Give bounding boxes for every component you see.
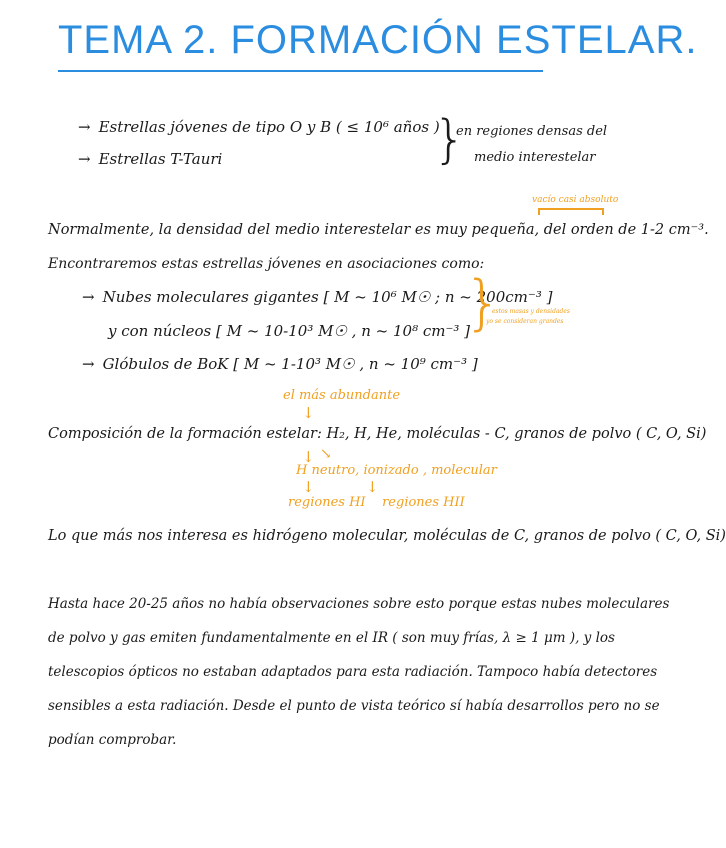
composition-annotation: el más abundante [283, 388, 401, 403]
density-line-1: Normalmente, la densidad del medio interestelar es muy pequeña, del orden de 1-2 cm⁻³. [48, 222, 709, 238]
annotation-bracket-right [602, 208, 604, 215]
arrow-right-icon: → [78, 118, 91, 136]
arrow-down-icon: ↓ [366, 478, 379, 496]
history-line-2: de polvo y gas emiten fundamentalmente en el IR ( son muy frías, λ ≥ 1 μm ), y los [48, 630, 615, 646]
arrow-right-icon: → [82, 288, 95, 306]
composition-regions: regiones HI regiones HII [288, 495, 465, 510]
page-title: TEMA 2. FORMACIÓN ESTELAR. [58, 18, 698, 62]
arrow-down-icon: ↓ [302, 404, 315, 422]
arrow-down-icon: ↓ [302, 478, 315, 496]
title-underline [58, 70, 543, 72]
association-brace-note-2: yo se consideran grandes [486, 318, 564, 325]
composition-line: Composición de la formación estelar: H₂, H, He, moléculas - C, granos de polvo ( C, O, Si) [48, 426, 707, 442]
intro-brace-note-2: medio interestelar [474, 150, 596, 165]
association-brace-note-1: estos masas y densidades [492, 308, 570, 315]
intro-item-1: → Estrellas jóvenes de tipo O y B ( ≤ 10⁶ años ) [78, 118, 440, 136]
arrow-down-icon: ↓ [302, 448, 315, 466]
arrow-right-icon: → [82, 355, 95, 373]
history-line-3: telescopios ópticos no estaban adaptados para esta radiación. Tampoco había detectores [48, 664, 658, 680]
association-item-1: → Nubes moleculares gigantes [ M ~ 10⁶ M☉ ; n ~ 200cm⁻³ ] [82, 288, 553, 306]
density-annotation: vacío casi absoluto [532, 195, 619, 205]
annotation-bracket [538, 208, 604, 210]
density-line-2: Encontraremos estas estrellas jóvenes en asociaciones como: [48, 256, 485, 272]
history-line-5: podían comprobar. [48, 732, 177, 748]
association-item-2: y con núcleos [ M ~ 10-10³ M☉ , n ~ 10⁸ cm⁻³ ] [108, 322, 471, 340]
association-item-3: → Glóbulos de BoK [ M ~ 1-10³ M☉ , n ~ 10⁹ cm⁻³ ] [82, 355, 478, 373]
intro-brace-note-1: en regiones densas del [456, 124, 608, 139]
intro-item-2: → Estrellas T-Tauri [78, 150, 223, 168]
right-brace-icon: } [433, 110, 467, 170]
history-line-4: sensibles a esta radiación. Desde el punto de vista teórico sí había desarrollos pero no se [48, 698, 660, 714]
arrow-right-icon: → [78, 150, 91, 168]
composition-h-states: H neutro, ionizado , molecular [296, 463, 497, 478]
interest-line: Lo que más nos interesa es hidrógeno molecular, moléculas de C, granos de polvo ( C, O, Si) [48, 528, 726, 544]
history-line-1: Hasta hace 20-25 años no había observaciones sobre esto porque estas nubes moleculares [48, 596, 670, 612]
right-brace-icon: } [464, 268, 503, 338]
arrow-curve-icon: ↘ [320, 446, 332, 462]
annotation-bracket-left [538, 208, 540, 215]
